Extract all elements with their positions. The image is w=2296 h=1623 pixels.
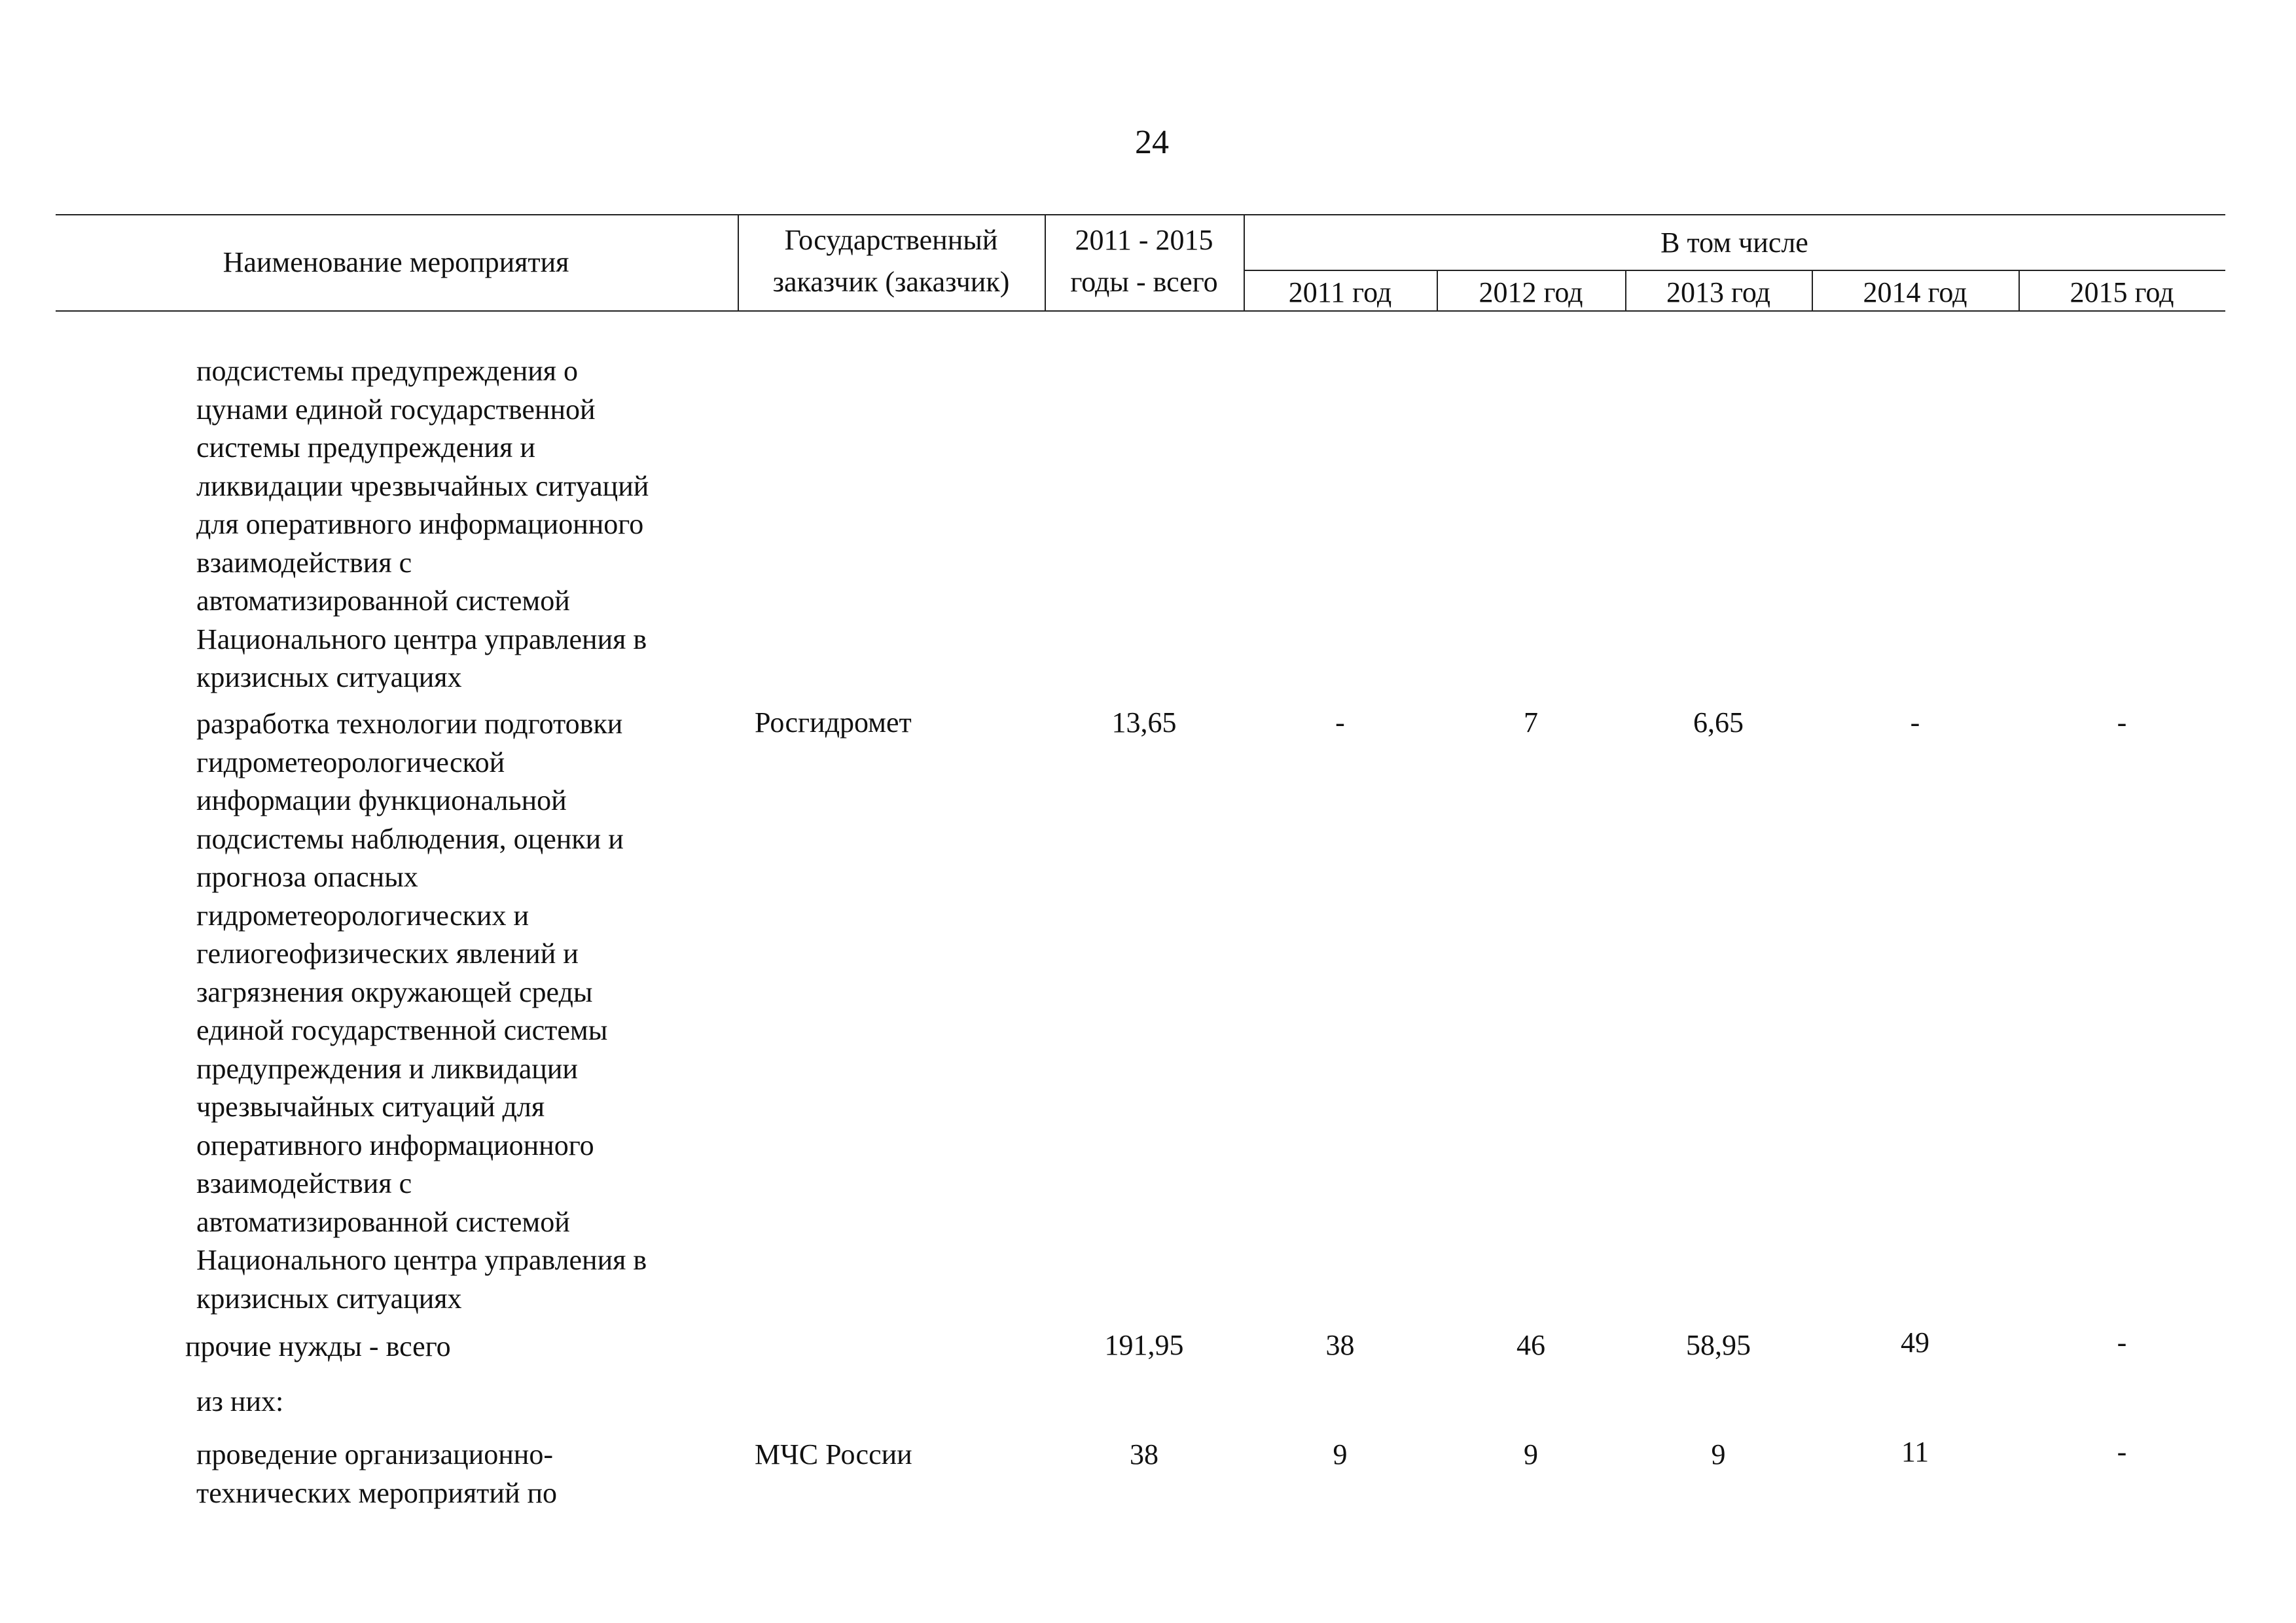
header-year-2011: 2011 год (1288, 276, 1392, 308)
header-year-rule (1244, 270, 2225, 271)
header-name-col: Наименование мероприятия (223, 246, 569, 278)
header-year-2013: 2013 год (1666, 276, 1771, 308)
row-value-2014: - (1910, 706, 1920, 739)
row-value-2011: - (1335, 706, 1345, 739)
row-value-2011: 9 (1333, 1438, 1348, 1470)
row-name: прочие нужды - всего (185, 1330, 451, 1362)
row-value-2013: 9 (1711, 1438, 1726, 1470)
header-total-col-line2: годы - всего (1070, 266, 1218, 298)
row-value-2013: 58,95 (1686, 1329, 1751, 1361)
row-value-2011: 38 (1325, 1329, 1355, 1361)
header-year-2014: 2014 год (1863, 276, 1967, 308)
row-value-2014: 11 (1901, 1436, 1929, 1468)
row-total: 191,95 (1104, 1329, 1184, 1361)
row-value-2012: 9 (1524, 1438, 1538, 1470)
page-number: 24 (1135, 124, 1169, 161)
row-total: 13,65 (1111, 706, 1177, 739)
header-year-2015: 2015 год (2070, 276, 2174, 308)
row-value-2015: - (2117, 1326, 2127, 1359)
row-value-2014: 49 (1901, 1326, 1929, 1359)
row-value-2015: - (2117, 1436, 2127, 1468)
row-value-2012: 46 (1516, 1329, 1545, 1361)
row-name: разработка технологии подготовки гидрометеорологической информации функциональной подсистемы наблюдения, оценки и прогноза опасных гидрометеорологических и гелиогеофизических явлений и загрязнения окружающей среды единой государственной системы предупреждения и ликвидации чрезвычайных ситуаций для оперативного информационного взаимодействия с автоматизированной системой Национального центра управления в кризисных ситуациях (196, 708, 647, 1315)
row-total: 38 (1130, 1438, 1158, 1470)
row-value-2015: - (2117, 706, 2127, 739)
header-year-2012: 2012 год (1479, 276, 1583, 308)
row-name: подсистемы предупреждения о цунами единой государственной системы предупреждения и ликвидации чрезвычайных ситуаций для оперативного информационного взаимодействия с автоматизированной системой Национального центра управления в кризисных ситуациях (196, 355, 649, 693)
row-customer: Росгидромет (755, 706, 912, 739)
row-value-2012: 7 (1524, 706, 1538, 739)
row-value-2013: 6,65 (1693, 706, 1744, 739)
header-group-label: В том числе (1660, 227, 1808, 259)
row-customer: МЧС России (755, 1438, 912, 1470)
header-top-rule (56, 214, 2225, 215)
row-name: проведение организационно- технических мероприятий по (196, 1438, 558, 1509)
row-name: из них: (196, 1385, 284, 1417)
header-customer-col-line2: заказчик (заказчик) (772, 266, 1010, 298)
header-customer-col-line1: Государственный (784, 224, 998, 256)
header-total-col-line1: 2011 - 2015 (1075, 224, 1213, 256)
